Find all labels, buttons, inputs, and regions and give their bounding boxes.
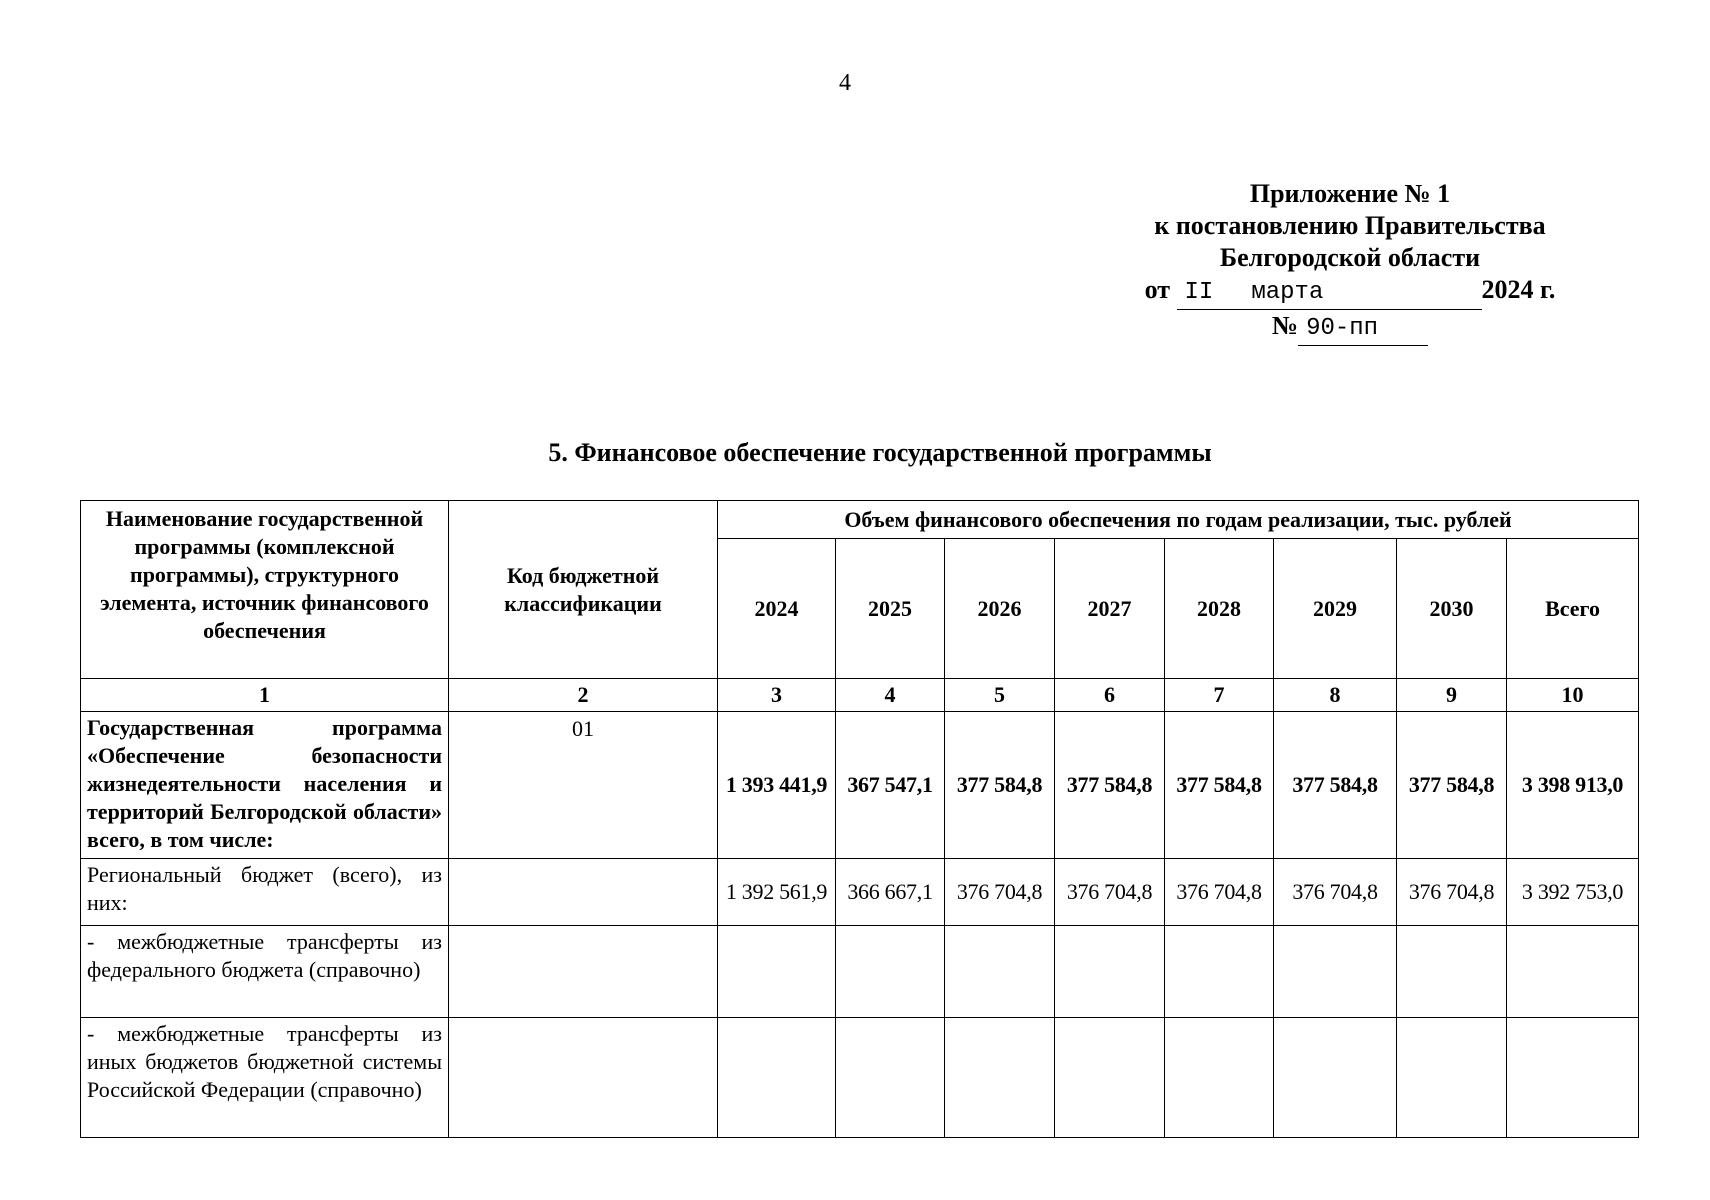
header-year: 2027 (1055, 539, 1165, 679)
appendix-line-2: к постановлению Правительства (1154, 211, 1546, 240)
row-name: - межбюджетные трансферты из федерального бюджета (справочно) (81, 926, 449, 1018)
row-value: 1 392 561,9 (718, 859, 836, 926)
row-name: - межбюджетные трансферты из иных бюджетов бюджетной системы Российской Федерации (справочно) (81, 1018, 449, 1138)
header-year: 2029 (1274, 539, 1397, 679)
row-value (718, 1018, 836, 1138)
header-year: 2030 (1397, 539, 1507, 679)
handwritten-number: 90-пп (1298, 313, 1428, 346)
date-month: марта (1251, 279, 1324, 306)
header-volume: Объем финансового обеспечения по годам реализации, тыс. рублей (718, 501, 1639, 539)
row-value: 3 398 913,0 (1507, 712, 1639, 859)
row-value (1274, 926, 1397, 1018)
row-value (1165, 926, 1274, 1018)
column-number: 9 (1397, 679, 1507, 712)
table-row (81, 859, 1639, 926)
row-value (1507, 926, 1639, 1018)
row-code (449, 926, 718, 1018)
row-value (718, 926, 836, 1018)
column-number: 1 (81, 679, 449, 712)
column-number: 2 (449, 679, 718, 712)
row-name: Региональный бюджет (всего), из них: (81, 859, 449, 926)
column-number: 10 (1507, 679, 1639, 712)
row-name: Государственная программа «Обеспечение безопасности жизнедеятельности населения и территорий Белгородской области» всего, в том числе: (81, 712, 449, 859)
handwritten-date (1177, 277, 1482, 310)
row-value (945, 1018, 1055, 1138)
header-code: Код бюджетной классификации (449, 501, 718, 679)
row-value (836, 1018, 945, 1138)
date-prefix: от (1144, 275, 1171, 304)
column-number: 3 (718, 679, 836, 712)
row-value: 377 584,8 (1274, 712, 1397, 859)
appendix-block (1120, 178, 1580, 346)
row-value: 377 584,8 (1165, 712, 1274, 859)
row-value (1397, 1018, 1507, 1138)
appendix-title: Приложение № 1 (1249, 179, 1451, 208)
row-value (1165, 1018, 1274, 1138)
header-year: 2028 (1165, 539, 1274, 679)
row-value: 377 584,8 (945, 712, 1055, 859)
header-year: 2025 (836, 539, 945, 679)
row-value: 376 704,8 (1274, 859, 1397, 926)
row-value: 377 584,8 (1055, 712, 1165, 859)
column-number: 6 (1055, 679, 1165, 712)
header-year: 2026 (945, 539, 1055, 679)
row-value (836, 926, 945, 1018)
row-value: 367 547,1 (836, 712, 945, 859)
column-number: 4 (836, 679, 945, 712)
column-number: 7 (1165, 679, 1274, 712)
row-value: 366 667,1 (836, 859, 945, 926)
page-number: 4 (839, 70, 851, 96)
number-prefix: № (1271, 311, 1299, 340)
appendix-line-3: Белгородской области (1219, 243, 1481, 272)
row-value: 3 392 753,0 (1507, 859, 1639, 926)
row-value (1055, 1018, 1165, 1138)
header-year: 2024 (718, 539, 836, 679)
column-number: 5 (945, 679, 1055, 712)
row-value: 376 704,8 (1055, 859, 1165, 926)
header-name: Наименование государственной программы (комплексной программы), структурного элемента, источник финансового обеспечения (81, 501, 449, 679)
row-value (1274, 1018, 1397, 1138)
financial-table (80, 500, 1639, 1138)
row-value (1397, 926, 1507, 1018)
appendix-date-line (1120, 274, 1580, 310)
row-value: 376 704,8 (1165, 859, 1274, 926)
column-number: 8 (1274, 679, 1397, 712)
row-value (1055, 926, 1165, 1018)
appendix-number-line (1120, 310, 1580, 346)
header-total: Всего (1507, 539, 1639, 679)
date-day: II (1184, 279, 1214, 306)
table-row (81, 1018, 1639, 1138)
row-value: 377 584,8 (1397, 712, 1507, 859)
row-code (449, 859, 718, 926)
row-value (1507, 1018, 1639, 1138)
row-value: 376 704,8 (945, 859, 1055, 926)
row-value: 376 704,8 (1397, 859, 1507, 926)
date-year: 2024 г. (1481, 275, 1556, 304)
row-value (945, 926, 1055, 1018)
row-code (449, 1018, 718, 1138)
table-row (81, 712, 1639, 859)
row-code: 01 (449, 712, 718, 859)
section-title: 5. Финансовое обеспечение государственной программы (548, 438, 1212, 467)
table-row (81, 926, 1639, 1018)
row-value: 1 393 441,9 (718, 712, 836, 859)
